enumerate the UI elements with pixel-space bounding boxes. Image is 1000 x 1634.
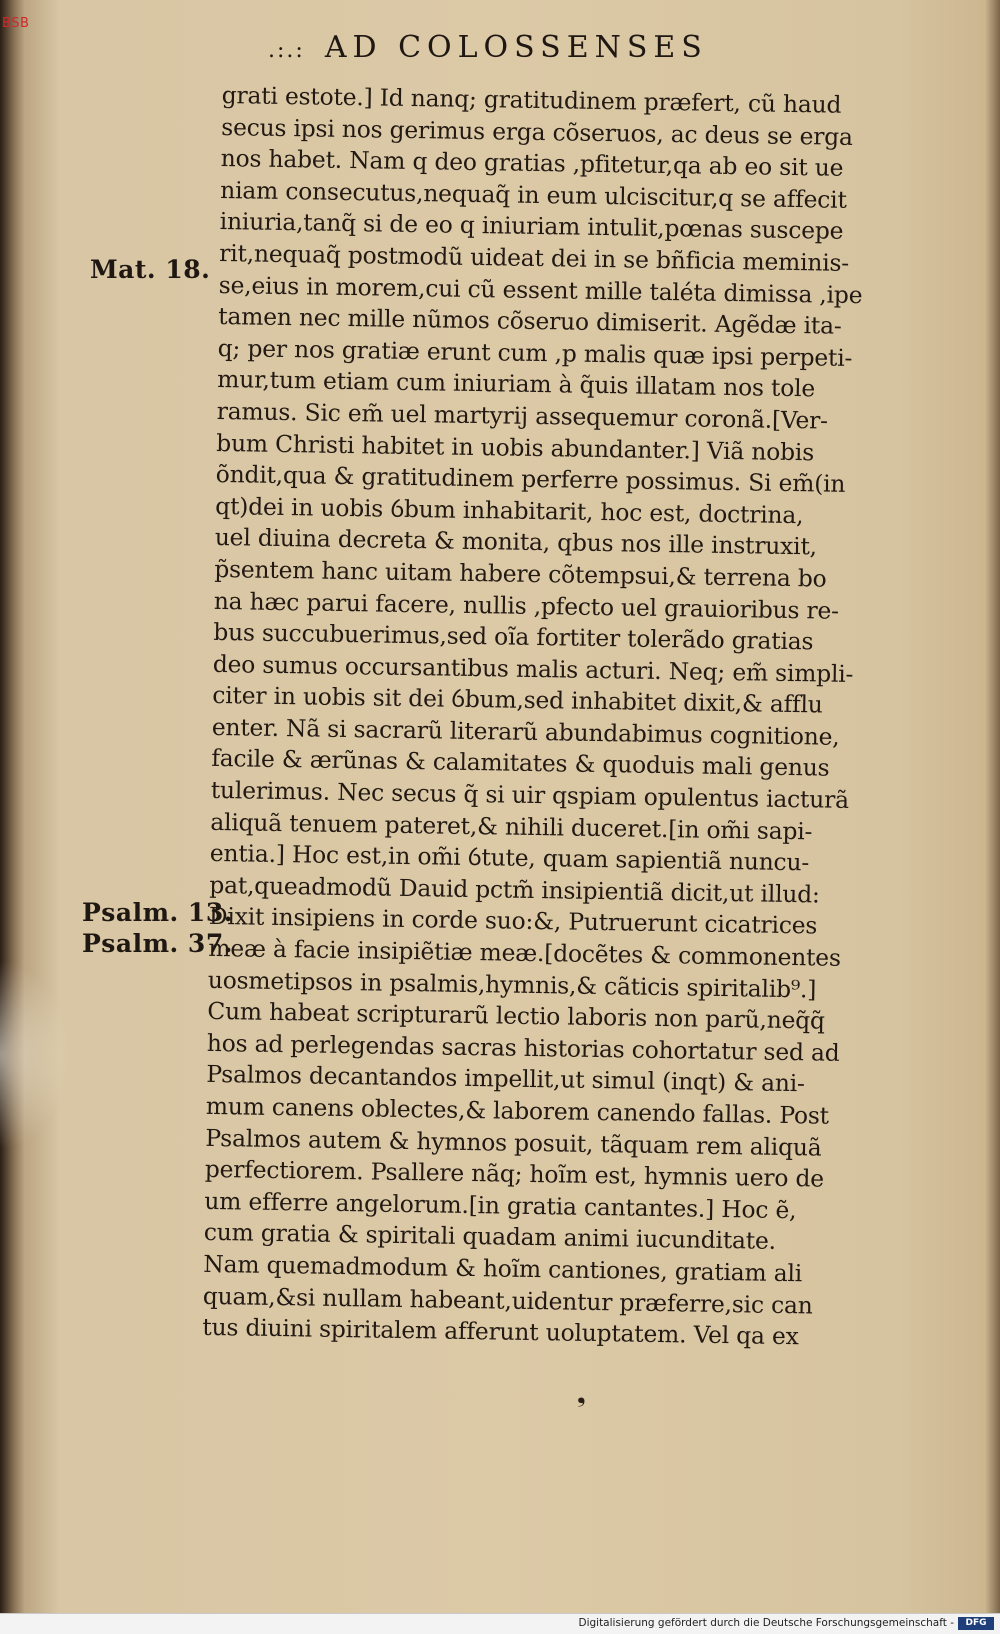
dfg-logo: DFG xyxy=(958,1617,994,1630)
text-line: na hæc parui facere, nullis ,pfecto uel grauioribus re- xyxy=(213,586,840,625)
text-line: qt)dei in uobis ỽbum inhabitarit, hoc est, doctrina, xyxy=(215,491,804,529)
text-line: se,eius in morem,cui cũ essent mille taléta dimissa ,ipe xyxy=(218,270,863,309)
text-line: perfectiorem. Psallere nãq; hoĩm est, hymnis uero de xyxy=(204,1155,825,1193)
body-text xyxy=(202,80,890,1354)
margin-note-psalm-13: Psalm. 13. xyxy=(82,898,233,927)
text-line: tamen nec mille nũmos cõseruo dimiserit. Agẽdæ ita- xyxy=(218,302,842,340)
running-head-title: AD COLOSSENSES xyxy=(324,30,708,65)
text-line: õndit,qua & gratitudinem perferre possimus. Si em̃(in xyxy=(215,460,846,498)
text-line: Nam quemadmodum & hoĩm cantiones, gratiam ali xyxy=(203,1249,803,1288)
text-line: grati estote.] Id nanq; gratitudinem præfert, cũ haud xyxy=(221,80,842,119)
text-line: enter. Nã si sacrarũ literarũ abundabimus cognitione, xyxy=(211,712,840,751)
footer-credit: Digitalisierung gefördert durch die Deutsche Forschungsgemeinschaft - xyxy=(578,1617,954,1629)
text-line: meæ à facie insipiẽtiæ meæ.[docẽtes & commonentes xyxy=(208,933,841,972)
text-line: um efferre angelorum.[in gratia cantantes.] Hoc ẽ, xyxy=(204,1186,797,1224)
text-line: q; per nos gratiæ erunt cum ,p malis quæ ipsi perpeti- xyxy=(217,333,853,372)
text-line: aliquã tenuem pateret,& nihili duceret.[in om̃i sapi- xyxy=(210,807,813,846)
text-line: Dixit insipiens in corde suo:&, Putruerunt cicatrices xyxy=(208,902,818,940)
text-line: ramus. Sic em̃ uel martyrij assequemur coronã.[Ver- xyxy=(216,396,829,435)
text-line: Psalmos decantandos impellit,ut simul (inqt) & ani- xyxy=(206,1060,805,1098)
binding-edge xyxy=(0,0,24,1634)
text-line: Cum habeat scripturarũ lectio laboris non parũ,neq̃q̃ xyxy=(207,997,826,1035)
text-line: pat,queadmodũ Dauid pctm̃ insipientiã dicit,ut illud: xyxy=(209,870,820,909)
text-line: tulerimus. Nec secus q̃ si uir qspiam opulentus iacturã xyxy=(210,775,850,814)
catch-mark: ❟ xyxy=(577,1383,586,1408)
text-line: niam consecutus,nequaq̃ in eum ulciscitur,q se affecit xyxy=(220,175,847,214)
text-line: hos ad perlegendas sacras historias cohortatur sed ad xyxy=(206,1028,840,1067)
running-head-marks: .:.: xyxy=(268,38,305,63)
text-line: p̃sentem hanc uitam habere cõtempsui,& terrena bo xyxy=(214,554,827,593)
text-line: Psalmos autem & hymnos posuit, tãquam rem aliquã xyxy=(205,1123,822,1162)
margin-note-psalm-37: Psalm. 37. xyxy=(82,929,233,958)
text-line: facile & ærũnas & calamitates & quoduis mali genus xyxy=(211,744,830,783)
text-line: uel diuina decreta & monita, qbus nos ille instruxit, xyxy=(214,523,818,561)
text-line: iniuria,tanq̃ si de eo q iniuriam intulit,pœnas suscepe xyxy=(219,207,844,246)
margin-note-mat: Mat. 18. xyxy=(90,255,211,284)
text-line: bum Christi habitet in uobis abundanter.] Viã nobis xyxy=(216,428,815,466)
text-line: entia.] Hoc est,in om̃i ỽtute, quam sapientiã nuncu- xyxy=(209,839,810,877)
text-line: bus succubuerimus,sed oĩa fortiter tolerãdo gratias xyxy=(213,618,814,656)
digitization-footer xyxy=(0,1613,1000,1634)
text-line: citer in uobis sit dei ỽbum,sed inhabitet dixit,& afflu xyxy=(212,681,823,719)
text-line: secus ipsi nos gerimus erga cõseruos, ac deus se erga xyxy=(221,112,854,151)
text-line: uosmetipsos in psalmis,hymnis,& cãticis spiritalib⁹.] xyxy=(207,965,817,1004)
text-line: mur,tum etiam cum iniuriam à q̃uis illatam nos tole xyxy=(217,365,816,403)
text-line: nos habet. Nam q deo gratias ,pfitetur,qa ab eo sit ue xyxy=(220,144,844,182)
text-line: rit,nequaq̃ postmodũ uideat dei in se bñficia meminis- xyxy=(219,238,850,277)
text-line: quam,&si nullam habeant,uidentur præferre,sic can xyxy=(202,1281,813,1319)
library-mark: BSB xyxy=(2,16,30,31)
text-line: deo sumus occursantibus malis acturi. Neq; em̃ simpli- xyxy=(212,649,854,688)
text-line: tus diuini spiritalem afferunt uoluptatem. Vel qa ex xyxy=(202,1313,799,1351)
paper-stain xyxy=(0,960,70,1150)
text-line: cum gratia & spiritali quadam animi iucunditate. xyxy=(203,1218,777,1256)
text-line: mum canens oblectes,& laborem canendo fallas. Post xyxy=(205,1091,830,1130)
running-head xyxy=(268,30,788,65)
